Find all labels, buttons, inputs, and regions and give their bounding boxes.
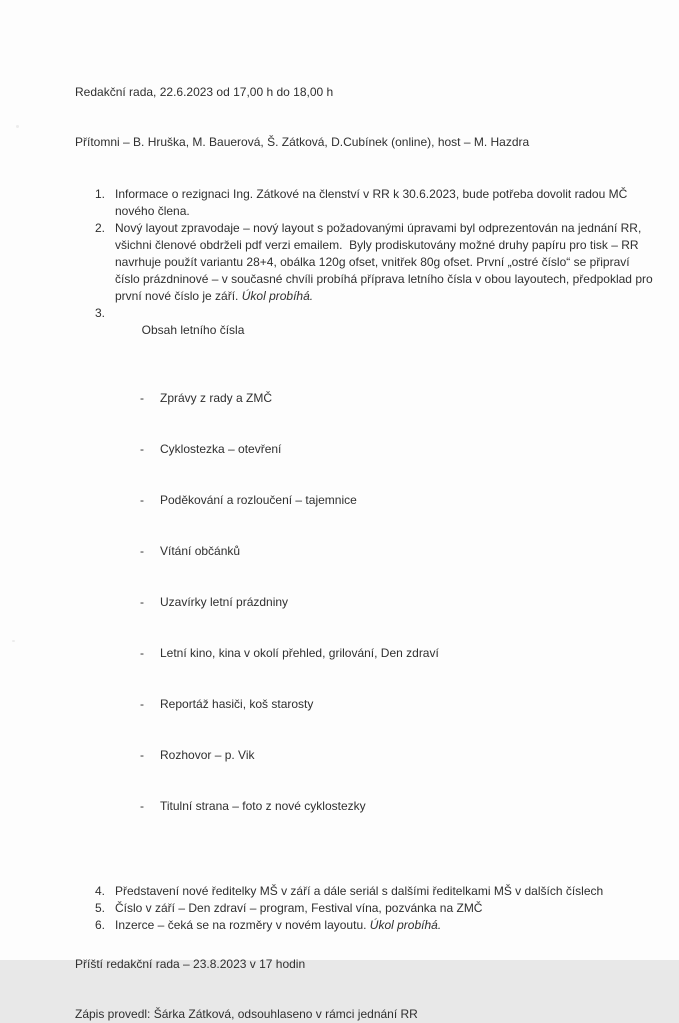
item-number: 5.: [95, 901, 106, 915]
agenda-item-3: [75, 305, 649, 883]
item-italic-note: Úkol probíhá.: [241, 289, 314, 303]
dash-bullet: -: [140, 391, 144, 405]
list-item: - Poděkování a rozloučení – tajemnice: [140, 493, 357, 507]
attendees-line: Přítomni – B. Hruška, M. Bauerová, Š. Zátková, D.Cubínek (online), host – M. Hazdra: [75, 135, 530, 149]
agenda-item-1: [75, 186, 649, 220]
list-item: - Letní kino, kina v okolí přehled, grilování, Den zdraví: [140, 646, 439, 660]
list-item: - Vítání občánků: [140, 544, 241, 558]
list-item: - Cyklostezka – otevření: [140, 442, 282, 456]
list-item: - Reportáž hasiči, koš starosty: [140, 697, 314, 711]
dash-bullet: -: [140, 544, 144, 558]
dash-bullet: -: [140, 493, 144, 507]
item-number: 3.: [95, 306, 106, 320]
scan-speck: [16, 125, 19, 128]
dash-bullet: -: [140, 595, 144, 609]
item-text: Představení nové ředitelky MŠ v září a dále seriál s dalšími ředitelkami MŠ v dalších číslech: [115, 884, 604, 898]
item-number: 4.: [95, 884, 106, 898]
agenda-list: [75, 186, 656, 934]
item-number: 1.: [95, 187, 106, 201]
item-text: Nový layout zpravodaje – nový layout s požadovanými úpravami byl odprezentován na jednání RR, všichni členové obdrželi pdf verzi emailem. Byly prodiskutovány možné druhy papíru pro tisk – RR navrhuje použít variantu 28+4, obálka 120g ofset, vnitřek 80g ofset. První „ostré číslo“ se připraví číslo prázdninové – v současné chvíli probíhá příprava letního čísla v obou layoutech, předpoklad pro první nové číslo je září. Úkol probíhá.: [115, 221, 656, 303]
list-item: - Zprávy z rady a ZMČ: [140, 391, 273, 405]
item-italic-note: Úkol probíhá.: [369, 918, 442, 932]
item-text: Číslo v září – Den zdraví – program, Festival vína, pozvánka na ZMČ: [115, 901, 483, 915]
item-text: Informace o rezignaci Ing. Zátkové na členství v RR k 30.6.2023, bude potřeba dovolit radou MČ nového člena.: [115, 187, 631, 218]
dash-bullet: -: [140, 646, 144, 660]
meeting-title: Redakční rada, 22.6.2023 od 17,00 h do 18,00 h: [75, 85, 334, 99]
agenda-item-2: [75, 220, 656, 305]
scan-speck: [12, 640, 15, 642]
item-number: 6.: [95, 918, 106, 932]
dash-bullet: -: [140, 748, 144, 762]
next-meeting-line: Příští redakční rada – 23.8.2023 v 17 hodin: [75, 957, 306, 971]
dash-bullet: -: [140, 799, 144, 813]
list-item: - Uzavírky letní prázdniny: [140, 595, 289, 609]
list-item: - Rozhovor – p. Vik: [140, 748, 255, 762]
item-number: 2.: [95, 221, 106, 235]
agenda-item-5: [75, 900, 649, 917]
dash-bullet: -: [140, 697, 144, 711]
signature-line: Zápis provedl: Šárka Zátková, odsouhlaseno v rámci jednání RR: [75, 1007, 418, 1021]
summer-issue-contents-list: [115, 356, 655, 849]
agenda-item-6: [75, 917, 649, 934]
agenda-item-4: [75, 883, 649, 900]
item-text: Inzerce – čeká se na rozměry v novém layoutu. Úkol probíhá.: [115, 918, 442, 932]
item-text: Obsah letního čísla - Zprávy z rady a ZMČ - Cyklostezka – otevření - Poděkování a rozloučení – tajemnice - Vítání občánků - Uzavírky letní prázdniny - Letní kino, kina v okolí přehled, grilování, Den zdraví - Reportáž hasiči, koš starosty - Rozhovor – p. Vik - Titulní strana – foto z nové cyklostezky: [115, 305, 655, 883]
dash-bullet: -: [140, 442, 144, 456]
list-item: - Titulní strana – foto z nové cyklostezky: [140, 799, 366, 813]
